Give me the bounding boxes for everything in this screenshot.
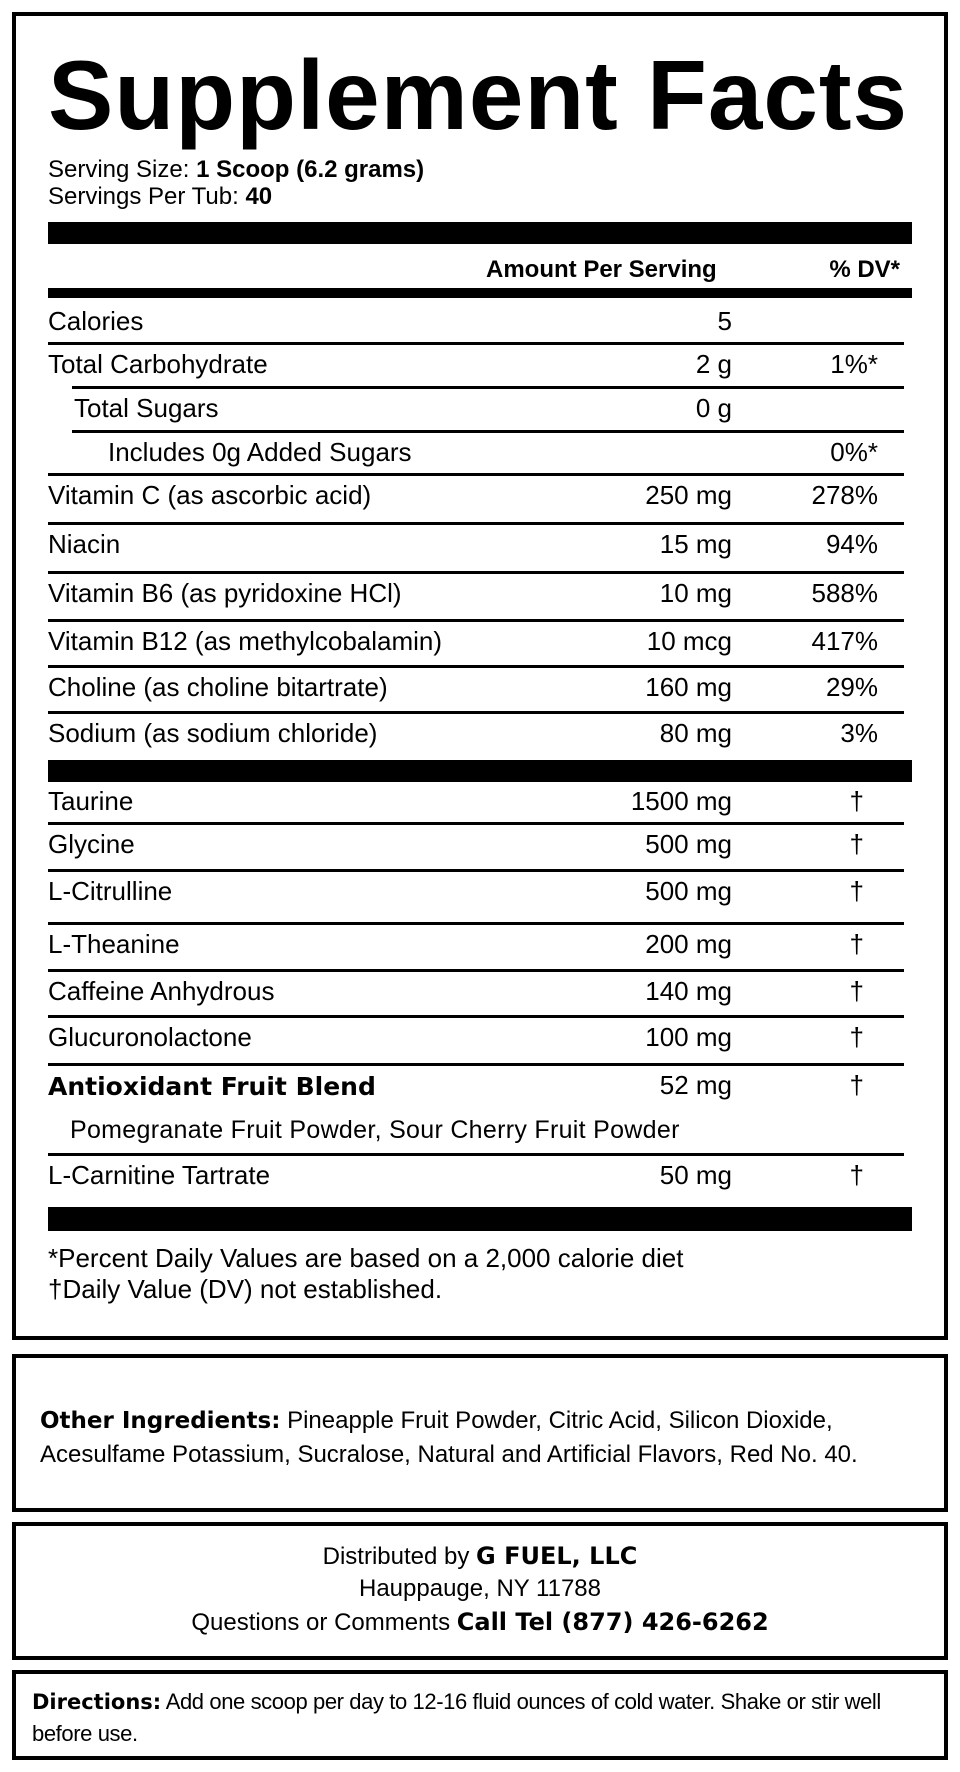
other-ingredients-list: Pineapple Fruit Powder, Citric Acid, Silicon Dioxide, Acesulfame Potassium, Sucralose, Natural and Artificial Flavors, Red No. 40. <box>40 1407 858 1468</box>
ingredient-amount: 50 mg <box>659 1160 732 1190</box>
ingredient-row <box>48 1156 912 1196</box>
nutrient-row <box>48 574 912 614</box>
ingredient-row <box>48 782 912 822</box>
panel-title: Supplement Facts <box>48 40 909 150</box>
nutrient-amount: 5 <box>717 306 732 336</box>
nutrient-row <box>48 622 912 662</box>
ingredient-name: L-Carnitine Tartrate <box>48 1160 271 1190</box>
distributed-by-prefix: Distributed by <box>322 1543 477 1570</box>
dagger-mark: † <box>849 786 864 816</box>
ingredient-name: L-Theanine <box>48 929 180 959</box>
ingredient-amount: 500 mg <box>645 876 732 906</box>
nutrient-row <box>48 389 912 429</box>
dagger-mark: † <box>849 829 864 859</box>
dagger-mark: † <box>849 1160 864 1190</box>
nutrient-dv: 3% <box>840 718 878 748</box>
other-ingredients-text <box>40 1404 940 1471</box>
nutrient-name: Vitamin B12 (as methylcobalamin) <box>48 626 443 656</box>
ingredient-name: Antioxidant Fruit Blend <box>48 1072 376 1101</box>
company-address: Hauppauge, NY 11788 <box>359 1575 601 1602</box>
company-name: G FUEL, LLC <box>476 1542 638 1570</box>
ingredient-name: Glucuronolactone <box>48 1022 252 1052</box>
other-ingredients-label: Other Ingredients: <box>40 1408 281 1434</box>
dv-header: % DV* <box>829 256 900 283</box>
nutrient-dv: 278% <box>811 480 878 510</box>
ingredient-row <box>48 1018 912 1058</box>
ingredient-row <box>48 1066 912 1106</box>
thick-divider <box>48 1207 912 1231</box>
ingredient-amount: 200 mg <box>645 929 732 959</box>
nutrient-name: Choline (as choline bitartrate) <box>48 672 388 702</box>
nutrient-name: Sodium (as sodium chloride) <box>48 718 378 748</box>
nutrient-amount: 15 mg <box>659 529 732 559</box>
ingredient-row <box>48 825 912 865</box>
nutrient-name: Niacin <box>48 529 121 559</box>
nutrient-amount: 10 mg <box>659 578 732 608</box>
dagger-mark: † <box>849 1070 864 1100</box>
nutrient-dv: 588% <box>811 578 878 608</box>
supplement-facts-panel <box>12 12 948 1340</box>
directions-text <box>32 1686 932 1750</box>
contact-prefix: Questions or Comments <box>191 1609 457 1636</box>
nutrient-dv: 417% <box>811 626 878 656</box>
blend-components: Pomegranate Fruit Powder, Sour Cherry Fruit Powder <box>70 1116 680 1144</box>
ingredient-name: Taurine <box>48 786 134 816</box>
nutrient-row <box>48 525 912 565</box>
nutrient-name: Vitamin B6 (as pyridoxine HCl) <box>48 578 402 608</box>
nutrient-name: Total Carbohydrate <box>48 349 268 379</box>
nutrient-amount: 250 mg <box>645 480 732 510</box>
nutrient-name: Total Sugars <box>74 393 219 423</box>
nutrient-name: Calories <box>48 306 144 336</box>
dagger-mark: † <box>849 1022 864 1052</box>
dagger-mark: † <box>849 976 864 1006</box>
distributor-panel <box>12 1522 948 1660</box>
medium-divider <box>48 288 912 298</box>
ingredient-row <box>48 972 912 1012</box>
thick-divider <box>48 222 912 244</box>
nutrient-row <box>48 302 912 342</box>
serving-size-label: Serving Size: <box>48 156 190 183</box>
ingredient-name: Caffeine Anhydrous <box>48 976 275 1006</box>
nutrient-row <box>48 714 912 754</box>
servings-per-tub-label: Servings Per Tub: <box>48 183 239 210</box>
directions-body: Add one scoop per day to 12-16 fluid ounces of cold water. Shake or stir well before use. <box>32 1689 881 1746</box>
nutrient-dv: 29% <box>825 672 878 702</box>
ingredient-row <box>48 872 912 912</box>
ingredient-amount: 100 mg <box>645 1022 732 1052</box>
nutrient-row <box>48 345 912 385</box>
ingredient-amount: 52 mg <box>659 1070 732 1100</box>
ingredient-name: Glycine <box>48 829 135 859</box>
ingredient-name: L-Citrulline <box>48 876 173 906</box>
contact-line <box>16 1606 944 1639</box>
nutrient-amount: 160 mg <box>645 672 732 702</box>
nutrient-row <box>48 668 912 708</box>
nutrient-amount: 0 g <box>695 393 732 423</box>
nutrient-row <box>48 433 912 473</box>
nutrient-dv: 1%* <box>830 349 878 379</box>
nutrient-name: Vitamin C (as ascorbic acid) <box>48 480 372 510</box>
thick-divider <box>48 760 912 782</box>
nutrient-amount: 80 mg <box>659 718 732 748</box>
serving-size-value: 1 Scoop (6.2 grams) <box>196 156 425 183</box>
nutrient-row <box>48 476 912 516</box>
dagger-mark: † <box>849 876 864 906</box>
dagger-footnote: †Daily Value (DV) not established. <box>48 1274 443 1304</box>
nutrient-amount: 10 mcg <box>646 626 732 656</box>
distributed-by-line <box>16 1540 944 1573</box>
directions-label: Directions: <box>32 1690 162 1714</box>
nutrient-dv: 0%* <box>830 437 878 467</box>
other-ingredients-panel <box>12 1354 948 1512</box>
amount-header: Amount Per Serving <box>486 256 717 283</box>
ingredient-row <box>48 925 912 965</box>
directions-panel <box>12 1670 948 1760</box>
ingredient-amount: 500 mg <box>645 829 732 859</box>
serving-size <box>48 156 424 184</box>
percent-dv-footnote: *Percent Daily Values are based on a 2,000 calorie diet <box>48 1243 684 1273</box>
nutrient-name: Includes 0g Added Sugars <box>108 437 412 467</box>
dagger-mark: † <box>849 929 864 959</box>
nutrient-amount: 2 g <box>695 349 732 379</box>
ingredient-amount: 140 mg <box>645 976 732 1006</box>
servings-per-tub-value: 40 <box>245 183 273 210</box>
ingredient-amount: 1500 mg <box>630 786 732 816</box>
servings-per-tub <box>48 183 272 211</box>
nutrient-dv: 94% <box>825 529 878 559</box>
contact-phone: Call Tel (877) 426-6262 <box>456 1608 769 1636</box>
